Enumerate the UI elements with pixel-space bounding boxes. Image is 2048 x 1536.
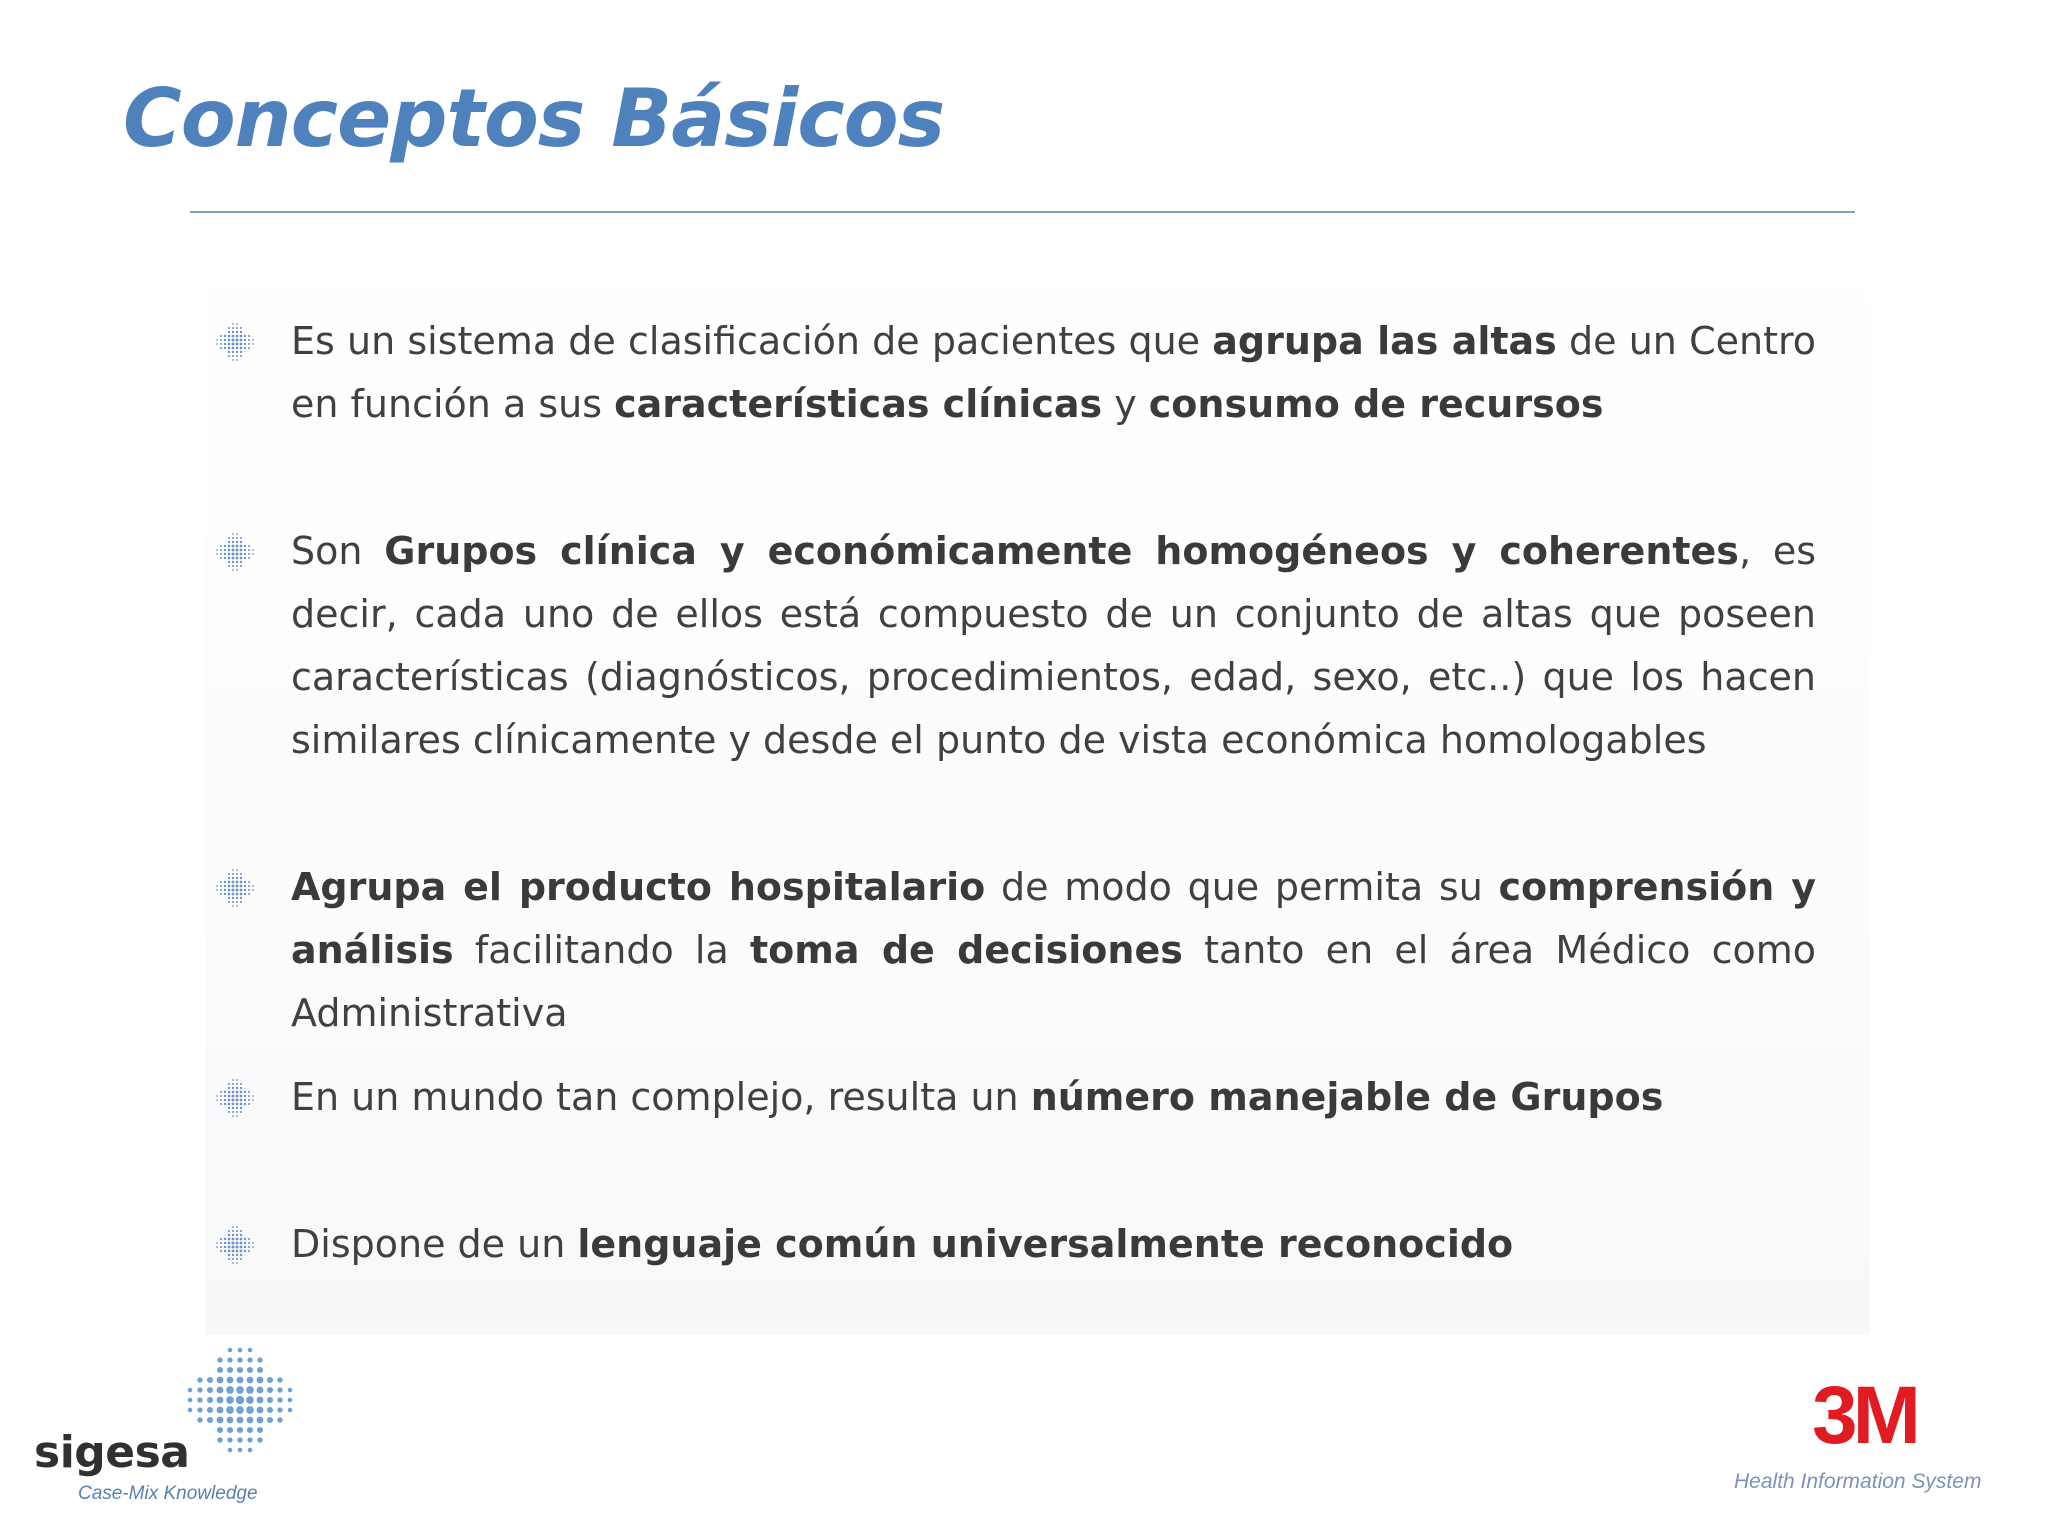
bullet-text-run: En un mundo tan complejo, resulta un bbox=[291, 1075, 1031, 1119]
sigesa-tagline: Case-Mix Knowledge bbox=[78, 1483, 258, 1504]
3m-logo bbox=[1720, 1370, 2020, 1505]
3m-tagline: Health Information System bbox=[1734, 1470, 1982, 1493]
bullet-text-bold: Agrupa el producto hospitalario bbox=[291, 865, 986, 909]
sigesa-dot-cross-icon bbox=[185, 1345, 295, 1455]
bullet-text-run: tanto en el área Médico como Administrativa bbox=[291, 928, 1816, 1035]
sigesa-logo bbox=[30, 1345, 300, 1505]
bullet-text bbox=[291, 1066, 1816, 1129]
dotted-cross-icon bbox=[215, 1078, 255, 1118]
dotted-cross-icon bbox=[215, 532, 255, 572]
3m-wordmark: 3M bbox=[1812, 1370, 1916, 1461]
bullet-text-run: , es decir, cada uno de ellos está compuesto de un conjunto de altas que poseen características (diagnósticos, procedimientos, edad, sexo, etc..) que los hacen similares clínicamente y desde el punto de vista económica homologables bbox=[291, 529, 1816, 762]
dotted-cross-icon bbox=[215, 868, 255, 908]
bullet-text-run: Son bbox=[291, 529, 385, 573]
bullet-text bbox=[291, 310, 1816, 436]
bullet-text-run: de un Centro en función a sus bbox=[291, 319, 1817, 426]
bullet-text-bold: agrupa las altas bbox=[1212, 319, 1557, 363]
bullet-text bbox=[291, 520, 1816, 772]
bullet-text-bold: características clínicas bbox=[614, 382, 1103, 426]
bullet-text-run: facilitando la bbox=[453, 928, 750, 972]
bullet-text-run: de modo que permita su bbox=[985, 865, 1499, 909]
bullet-text-run: Es un sistema de clasificación de pacientes que bbox=[291, 319, 1213, 363]
slide-title: Conceptos Básicos bbox=[123, 72, 945, 165]
sigesa-wordmark: sigesa bbox=[34, 1427, 190, 1478]
bullet-text-run: Dispone de un bbox=[291, 1222, 578, 1266]
bullet-text-bold: Grupos clínica y económicamente homogéneos y coherentes bbox=[384, 529, 1739, 573]
dotted-cross-icon bbox=[215, 322, 255, 362]
bullet-text bbox=[291, 1213, 1816, 1276]
bullet-text-bold: comprensión y análisis bbox=[291, 865, 1816, 972]
bullet-text-run: y bbox=[1102, 382, 1149, 426]
bullet-text-bold: número manejable de Grupos bbox=[1030, 1075, 1664, 1119]
bullet-text-bold: toma de decisiones bbox=[749, 928, 1183, 972]
bullet-text-bold: lenguaje común universalmente reconocido bbox=[577, 1222, 1514, 1266]
bullet-text-bold: consumo de recursos bbox=[1148, 382, 1604, 426]
bullet-text bbox=[291, 856, 1816, 1045]
dotted-cross-icon bbox=[215, 1225, 255, 1265]
